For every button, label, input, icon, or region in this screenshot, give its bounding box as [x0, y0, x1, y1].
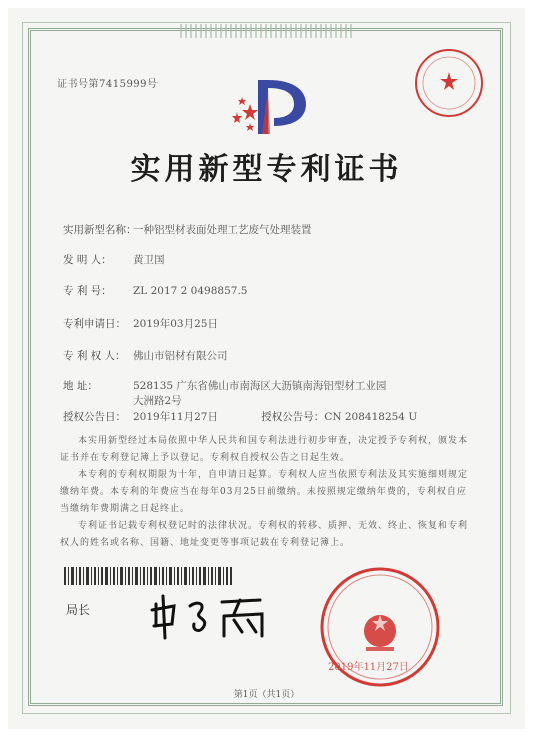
field-label: 发 明 人：	[63, 254, 112, 266]
body-paragraph: 专利证书记载专利权登记时的法律状况。专利权的转移、质押、无效、终止、恢复和专利权人的姓名或名称、国籍、地址变更等事项记载在专利登记簿上。	[60, 521, 469, 548]
field-utility-name	[63, 222, 312, 237]
field-label: 专利申请日：	[63, 318, 126, 330]
barcode	[64, 567, 234, 585]
body-paragraph: 本实用新型经过本局依照中华人民共和国专利法进行初步审查，决定授予专利权，颁发本证书并在专利登记簿上予以登记。专利权自授权公告之日起生效。	[60, 436, 469, 463]
field-patent-number	[63, 283, 247, 298]
field-application-date	[63, 316, 218, 331]
field-value: 黄卫国	[133, 254, 165, 266]
body-paragraph: 本专利的专利权期限为十年，自申请日起算。专利权人应当依照专利法及其实施细则规定缴纳年费。本专利的年费应当在每年03月25日前缴纳。未按照规定缴纳年费的，专利权自应当缴纳年费期满之日起终止。	[60, 470, 469, 514]
top-ornament	[180, 24, 355, 38]
announce-date: 2019年11月27日	[133, 411, 218, 423]
field-inventor	[63, 252, 165, 267]
seal-date: 2019年11月27日	[328, 662, 409, 673]
field-value: ZL 2017 2 0498857.5	[133, 285, 248, 297]
field-label: 专 利 号：	[63, 285, 112, 297]
field-value: 大洲路2号	[133, 395, 182, 407]
announce-number: CN 208418254 U	[324, 411, 418, 423]
field-value: 2019年03月25日	[133, 318, 218, 330]
director-block	[66, 600, 90, 620]
field-label: 授权公告号：	[261, 411, 325, 423]
field-label: 实用新型名称：	[63, 224, 137, 236]
field-address-line2	[133, 393, 182, 408]
certificate-title: 实用新型专利证书	[130, 152, 403, 187]
field-address	[63, 378, 386, 393]
company-stamp-icon	[412, 46, 486, 120]
field-label: 授权公告日：	[63, 411, 126, 423]
field-value: 一种铝型材表面处理工艺废气处理装置	[133, 224, 312, 236]
field-announcement	[63, 409, 417, 424]
signature	[148, 592, 278, 642]
certificate-number: 证书号第7415999号	[57, 79, 158, 90]
field-value: 佛山市铝材有限公司	[133, 350, 228, 362]
director-title: 局长	[66, 603, 91, 617]
field-value: 528135 广东省佛山市南海区大沥镇南海铝型材工业园	[133, 380, 387, 392]
page-footer: 第1页（共1页）	[233, 690, 300, 700]
patent-emblem-icon	[224, 70, 314, 140]
field-label: 专 利 权 人：	[63, 350, 126, 362]
field-label: 地 址：	[63, 380, 98, 392]
field-patentee	[63, 348, 228, 363]
